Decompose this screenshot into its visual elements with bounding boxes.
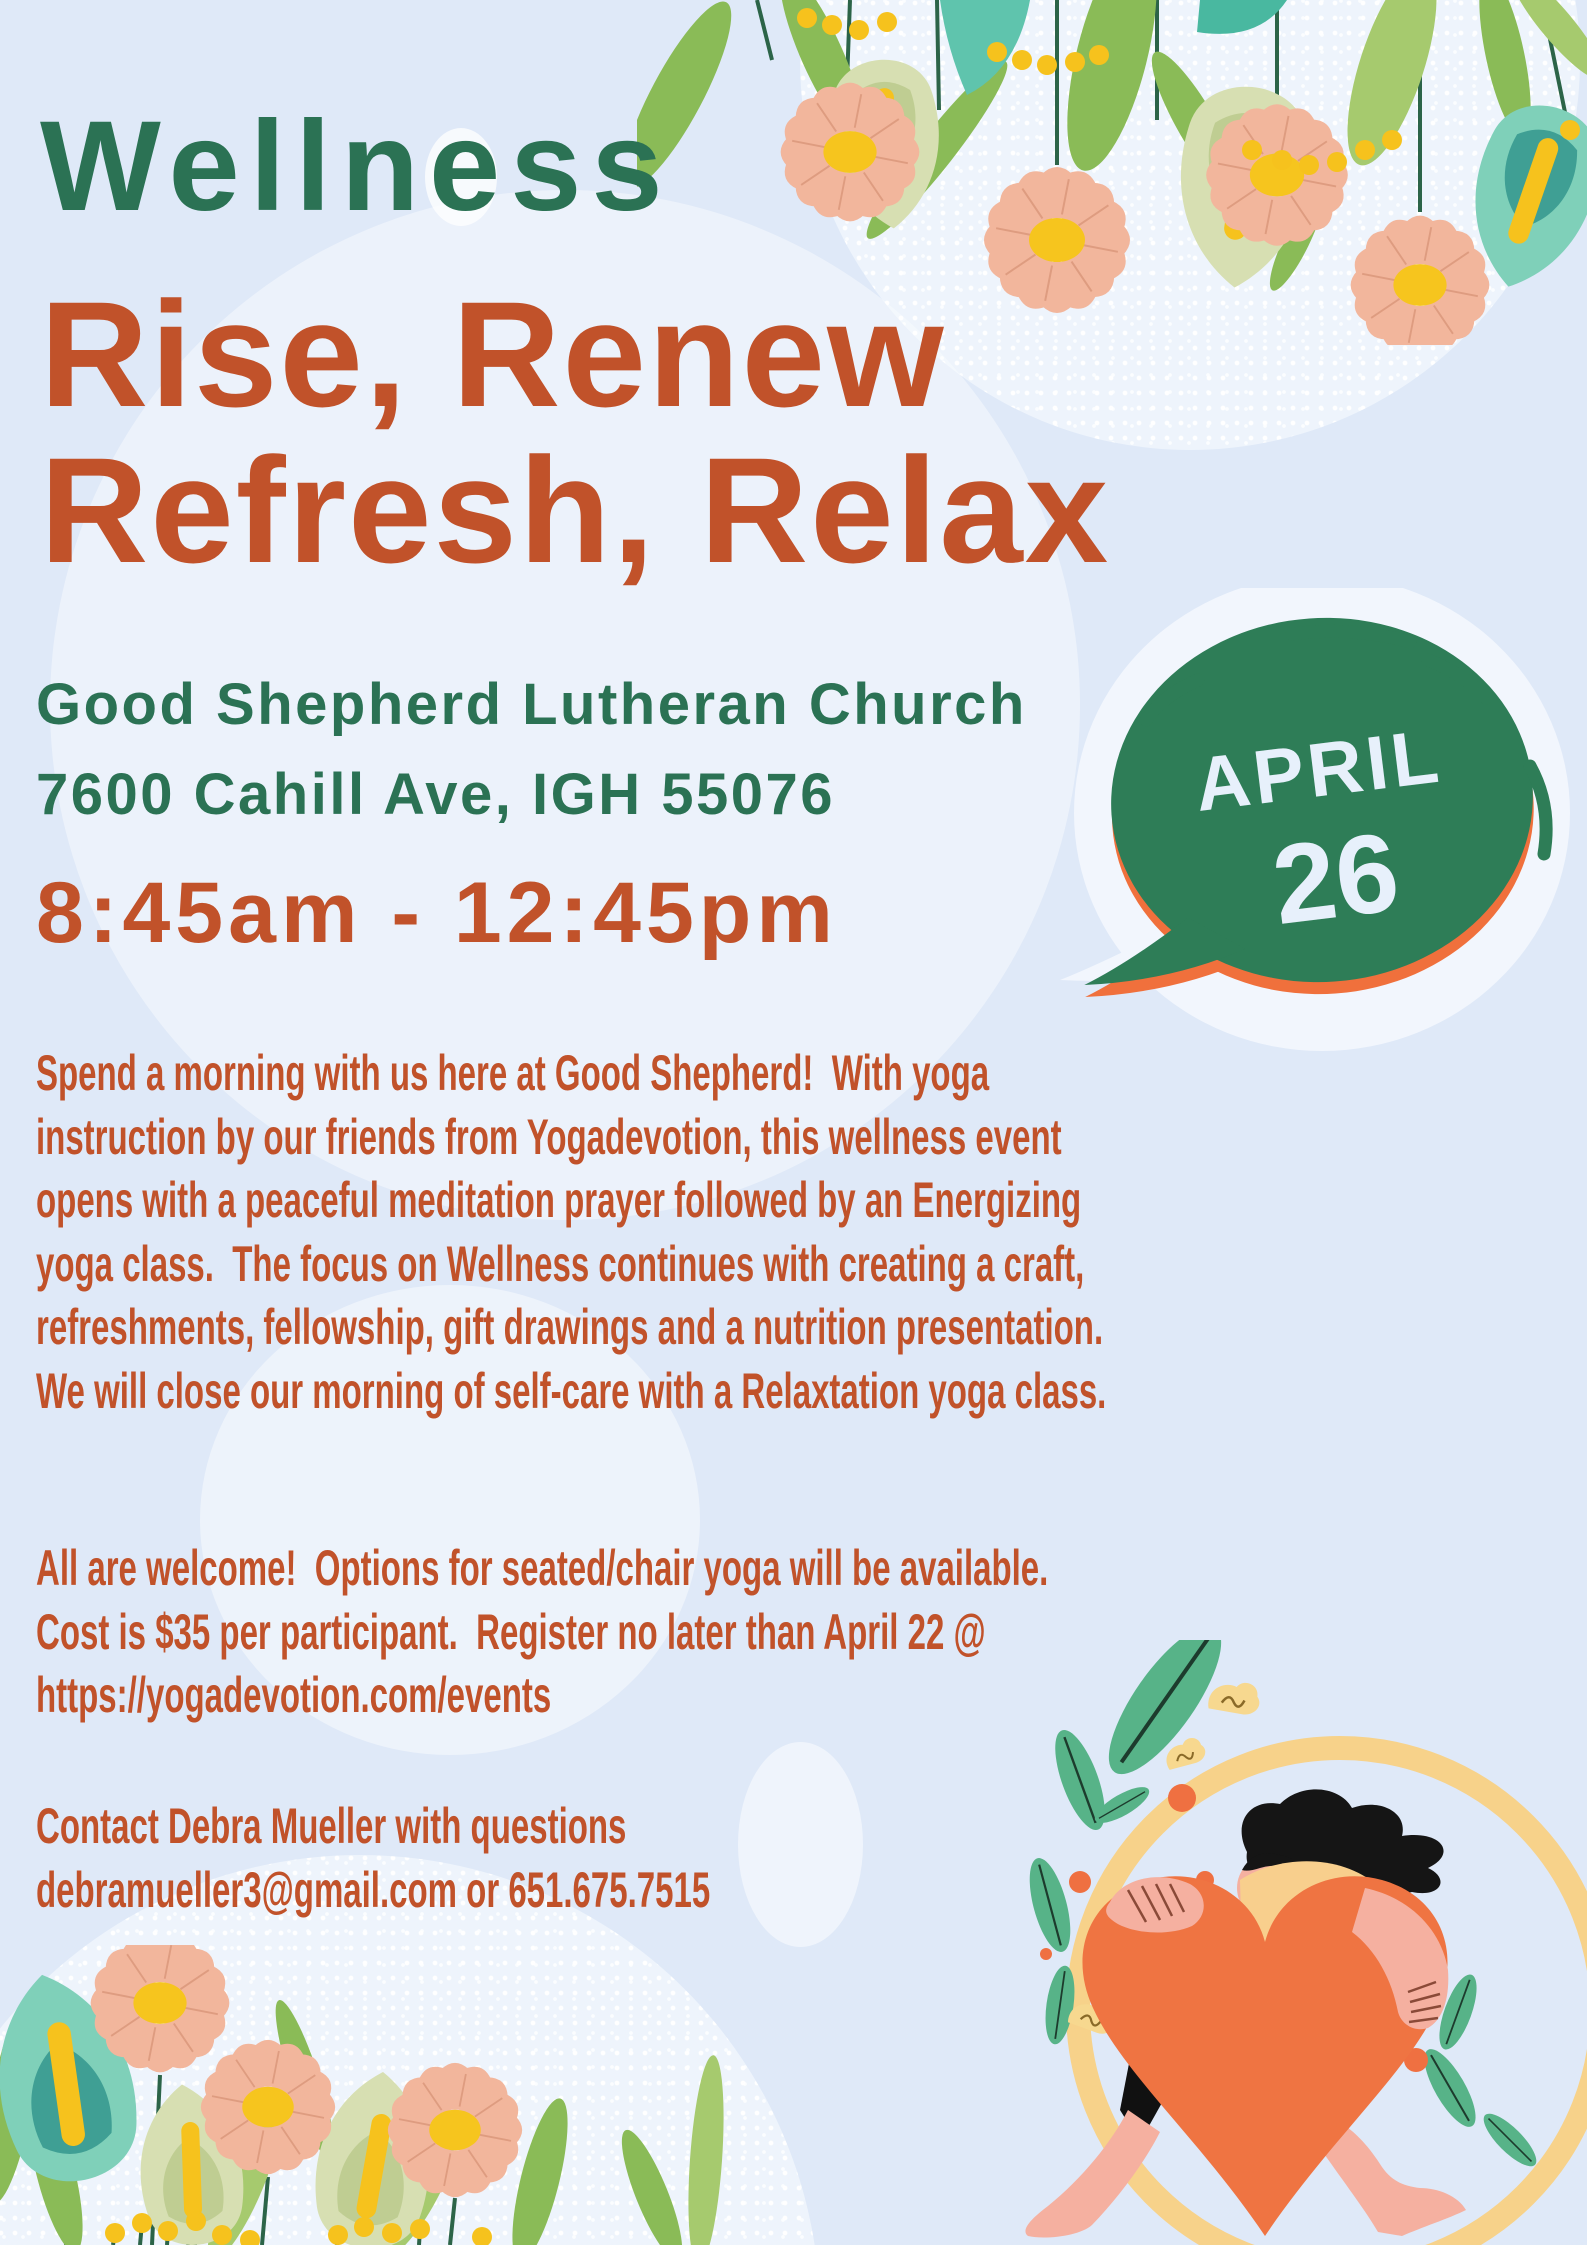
- registration-url: https://yogadevotion.com/events: [36, 1667, 552, 1723]
- contact-email-phone: debramueller3@gmail.com or 651.675.7515: [36, 1861, 711, 1918]
- kicker-title: Wellness: [40, 95, 673, 238]
- woman-right-leg: [1318, 2122, 1466, 2236]
- contact-paragraph: [36, 1795, 710, 1922]
- contact-line: Contact Debra Mueller with questions: [36, 1798, 627, 1854]
- heart-hug-illustration: [950, 1640, 1587, 2245]
- bottom-left-floral-decoration: [0, 1945, 780, 2245]
- description-line: opens with a peaceful meditation prayer followed by an Energizing: [36, 1172, 1082, 1228]
- description-paragraph: [36, 1042, 1106, 1423]
- registration-line: All are welcome! Options for seated/chair yoga will be available.: [36, 1540, 1049, 1596]
- registration-paragraph: [36, 1537, 1048, 1728]
- headline-line-1: Rise, Renew: [40, 270, 946, 438]
- venue-address: 7600 Cahill Ave, IGH 55076: [36, 762, 836, 827]
- registration-line: Cost is $35 per participant. Register no later than April 22 @: [36, 1603, 986, 1660]
- date-badge: [1030, 588, 1587, 1080]
- description-line: refreshments, fellowship, gift drawings and a nutrition presentation.: [36, 1299, 1104, 1355]
- description-line: yoga class. The focus on Wellness continues with creating a craft,: [36, 1235, 1085, 1292]
- headline-line-2: Refresh, Relax: [40, 426, 1111, 594]
- date-badge-month: APRIL: [1190, 713, 1447, 829]
- background-blob-drop: [738, 1742, 863, 1947]
- description-line: We will close our morning of self-care with a Relaxtation yoga class.: [36, 1362, 1107, 1419]
- date-badge-day: 26: [1266, 808, 1406, 949]
- description-line: Spend a morning with us here at Good Shepherd! With yoga: [36, 1045, 990, 1101]
- venue-name: Good Shepherd Lutheran Church: [36, 672, 1027, 737]
- description-line: instruction by our friends from Yogadevotion, this wellness event: [36, 1108, 1062, 1165]
- event-time: 8:45am - 12:45pm: [36, 865, 838, 961]
